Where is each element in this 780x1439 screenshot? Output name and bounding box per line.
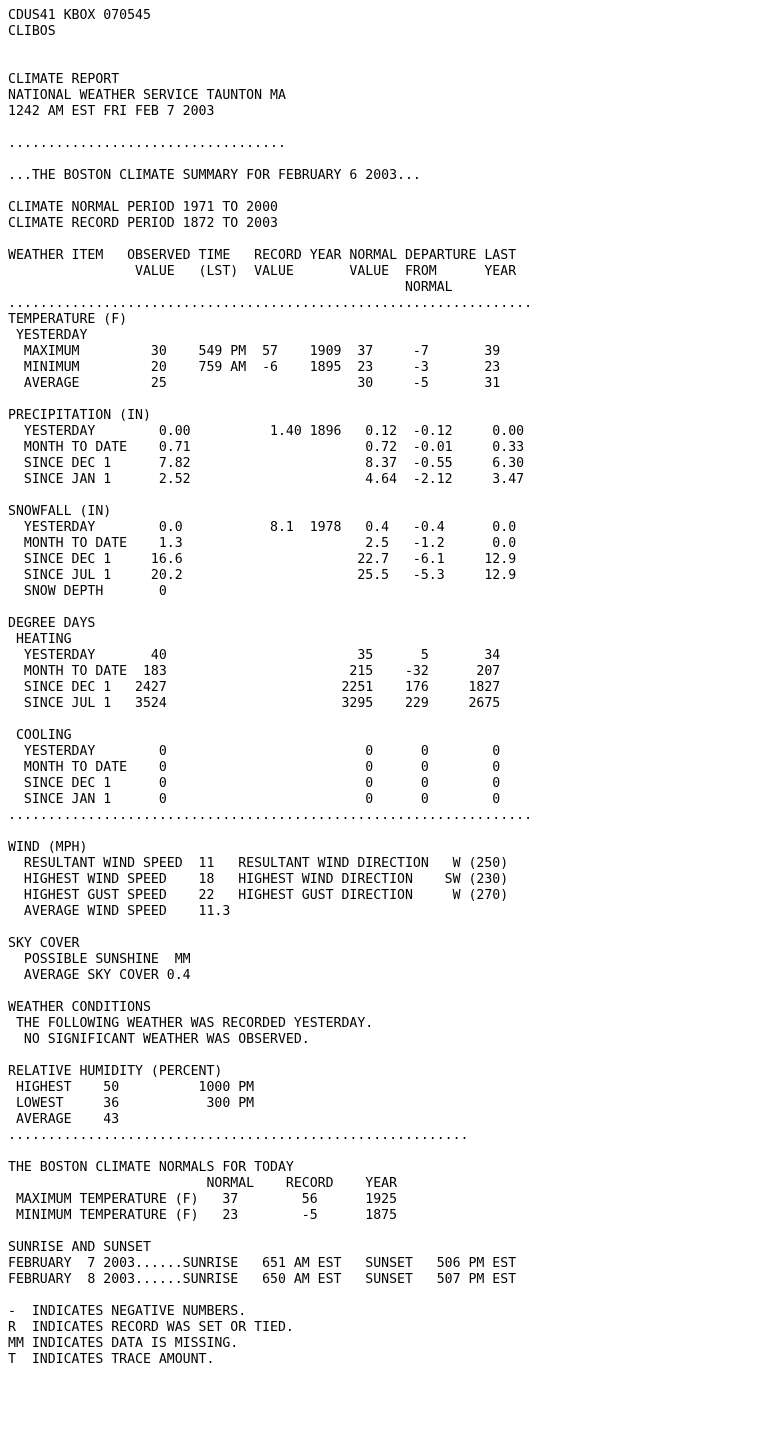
report-line: SINCE DEC 1 16.6 22.7 -6.1 12.9: [8, 552, 517, 567]
report-line: MONTH TO DATE 1.3 2.5 -1.2 0.0: [8, 536, 517, 551]
report-line: ..................................................................: [8, 808, 533, 823]
report-line: [8, 488, 532, 504]
report-line: HEATING: [8, 632, 72, 647]
report-line: CLIMATE REPORT: [8, 72, 120, 87]
report-line: SINCE JAN 1 0 0 0 0: [8, 792, 501, 807]
report-line: SINCE DEC 1 2427 2251 176 1827: [8, 680, 501, 695]
report-line: HIGHEST 50 1000 PM: [8, 1080, 255, 1095]
report-line: NO SIGNIFICANT WEATHER WAS OBSERVED.: [8, 1032, 310, 1047]
report-line: [8, 824, 532, 840]
report-line: [8, 1288, 532, 1304]
report-line: [8, 184, 532, 200]
report-line: AVERAGE 25 30 -5 31: [8, 376, 501, 391]
report-line: SNOWFALL (IN): [8, 504, 112, 519]
report-line: FEBRUARY 7 2003......SUNRISE 651 AM EST SUNSET 506 PM EST: [8, 1256, 517, 1271]
report-line: AVERAGE 43: [8, 1112, 120, 1127]
report-line: 1242 AM EST FRI FEB 7 2003: [8, 104, 215, 119]
report-line: TEMPERATURE (F): [8, 312, 128, 327]
report-line: [8, 120, 532, 136]
report-line: NATIONAL WEATHER SERVICE TAUNTON MA: [8, 88, 286, 103]
report-line: POSSIBLE SUNSHINE MM: [8, 952, 191, 967]
report-line: ...................................: [8, 136, 286, 151]
report-line: [8, 920, 532, 936]
report-line: [8, 392, 532, 408]
report-line: YESTERDAY 40 35 5 34: [8, 648, 501, 663]
report-line: WIND (MPH): [8, 840, 88, 855]
report-line: SUNRISE AND SUNSET: [8, 1240, 151, 1255]
report-line: MM INDICATES DATA IS MISSING.: [8, 1336, 239, 1351]
report-line: YESTERDAY 0.0 8.1 1978 0.4 -0.4 0.0: [8, 520, 517, 535]
report-line: [8, 232, 532, 248]
report-line: HIGHEST WIND SPEED 18 HIGHEST WIND DIRECTION SW (230): [8, 872, 509, 887]
report-line: MAXIMUM TEMPERATURE (F) 37 56 1925: [8, 1192, 398, 1207]
report-line: NORMAL: [8, 280, 453, 295]
report-line: FEBRUARY 8 2003......SUNRISE 650 AM EST SUNSET 507 PM EST: [8, 1272, 517, 1287]
report-line: [8, 1224, 532, 1240]
report-line: AVERAGE SKY COVER 0.4: [8, 968, 191, 983]
report-line: CLIMATE RECORD PERIOD 1872 TO 2003: [8, 216, 278, 231]
report-line: [8, 984, 532, 1000]
report-line: [8, 1144, 532, 1160]
report-line: T INDICATES TRACE AMOUNT.: [8, 1352, 215, 1367]
report-line: SNOW DEPTH 0: [8, 584, 167, 599]
report-line: CDUS41 KBOX 070545: [8, 8, 151, 23]
report-line: [8, 1048, 532, 1064]
report-line: ...THE BOSTON CLIMATE SUMMARY FOR FEBRUARY 6 2003...: [8, 168, 421, 183]
report-line: SINCE JUL 1 20.2 25.5 -5.3 12.9: [8, 568, 517, 583]
report-line: CLIBOS: [8, 24, 56, 39]
report-line: [8, 712, 532, 728]
report-line: MINIMUM 20 759 AM -6 1895 23 -3 23: [8, 360, 501, 375]
report-line: ..........................................................: [8, 1128, 469, 1143]
report-line: MONTH TO DATE 183 215 -32 207: [8, 664, 501, 679]
report-line: THE FOLLOWING WEATHER WAS RECORDED YESTERDAY.: [8, 1016, 374, 1031]
climate-report-text: [8, 8, 532, 1368]
report-line: THE BOSTON CLIMATE NORMALS FOR TODAY: [8, 1160, 294, 1175]
report-line: MINIMUM TEMPERATURE (F) 23 -5 1875: [8, 1208, 398, 1223]
report-line: PRECIPITATION (IN): [8, 408, 151, 423]
report-line: LOWEST 36 300 PM: [8, 1096, 255, 1111]
report-line: [8, 40, 532, 56]
report-line: [8, 152, 532, 168]
report-line: MAXIMUM 30 549 PM 57 1909 37 -7 39: [8, 344, 501, 359]
report-line: [8, 600, 532, 616]
report-line: CLIMATE NORMAL PERIOD 1971 TO 2000: [8, 200, 278, 215]
report-line: MONTH TO DATE 0.71 0.72 -0.01 0.33: [8, 440, 525, 455]
report-line: HIGHEST GUST SPEED 22 HIGHEST GUST DIRECTION W (270): [8, 888, 509, 903]
report-line: [8, 56, 532, 72]
report-line: WEATHER ITEM OBSERVED TIME RECORD YEAR NORMAL DEPARTURE LAST: [8, 248, 517, 263]
report-line: RESULTANT WIND SPEED 11 RESULTANT WIND DIRECTION W (250): [8, 856, 509, 871]
report-line: - INDICATES NEGATIVE NUMBERS.: [8, 1304, 247, 1319]
report-line: MONTH TO DATE 0 0 0 0: [8, 760, 501, 775]
report-line: SINCE DEC 1 0 0 0 0: [8, 776, 501, 791]
report-line: VALUE (LST) VALUE VALUE FROM YEAR: [8, 264, 517, 279]
report-line: RELATIVE HUMIDITY (PERCENT): [8, 1064, 223, 1079]
report-line: SINCE JUL 1 3524 3295 229 2675: [8, 696, 501, 711]
report-line: YESTERDAY 0.00 1.40 1896 0.12 -0.12 0.00: [8, 424, 525, 439]
report-line: NORMAL RECORD YEAR: [8, 1176, 398, 1191]
report-line: WEATHER CONDITIONS: [8, 1000, 151, 1015]
report-line: SINCE JAN 1 2.52 4.64 -2.12 3.47: [8, 472, 525, 487]
report-line: YESTERDAY 0 0 0 0: [8, 744, 501, 759]
report-line: SINCE DEC 1 7.82 8.37 -0.55 6.30: [8, 456, 525, 471]
report-line: DEGREE DAYS: [8, 616, 96, 631]
report-line: SKY COVER: [8, 936, 80, 951]
report-line: ..................................................................: [8, 296, 533, 311]
report-line: YESTERDAY: [8, 328, 88, 343]
report-line: R INDICATES RECORD WAS SET OR TIED.: [8, 1320, 294, 1335]
report-line: AVERAGE WIND SPEED 11.3: [8, 904, 231, 919]
report-line: COOLING: [8, 728, 72, 743]
